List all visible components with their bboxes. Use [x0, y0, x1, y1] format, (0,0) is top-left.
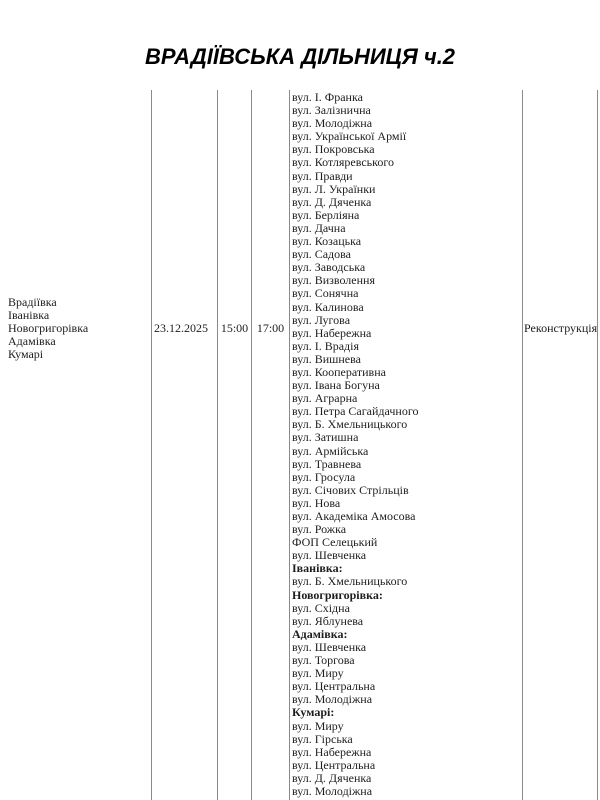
street-line: вул. Травнева — [292, 456, 362, 471]
street-line: вул. Академіка Амосова — [292, 509, 416, 523]
street-line: вул. Л. Українки — [292, 181, 376, 196]
street-group-header: Іванівка: — [292, 561, 343, 576]
column-divider — [251, 90, 252, 800]
street-line: вул. Кооперативна — [292, 364, 386, 379]
street-group-header: Кумарі: — [292, 705, 335, 720]
street-line: вул. Берліяна — [292, 207, 360, 222]
outage-date: 23.12.2025 — [154, 321, 208, 335]
street-line: вул. Козацька — [292, 234, 362, 249]
page-title: ВРАДІЇВСЬКА ДІЛЬНИЦЯ ч.2 — [144, 44, 456, 69]
street-line: вул. Торгова — [292, 653, 355, 668]
street-line: вул. Покровська — [292, 142, 375, 157]
street-line: вул. Молодіжна — [292, 116, 373, 131]
street-line: вул. Сонячна — [292, 286, 359, 301]
street-line: вул. Б. Хмельницького — [292, 574, 408, 589]
street-line: вул. Центральна — [292, 757, 376, 772]
localities-cell — [8, 296, 88, 361]
street-line: вул. Визволення — [292, 273, 375, 288]
street-line: вул. Дачна — [292, 220, 346, 235]
start-time: 15:00 — [220, 321, 249, 335]
street-line: вул. Молодіжна — [292, 783, 373, 798]
street-line: вул. Набережна — [292, 325, 372, 340]
streets-list — [292, 91, 418, 798]
street-line: вул. Затишна — [292, 430, 359, 445]
street-line: вул. Калинова — [292, 299, 364, 314]
street-line: вул. Центральна — [292, 679, 376, 694]
street-line: вул. Залізнична — [292, 103, 371, 118]
work-type: Реконструкція — [524, 321, 598, 335]
street-line: вул. Заводська — [292, 260, 366, 275]
street-line: вул. Д. Дяченка — [292, 194, 372, 209]
street-line: вул. Б. Хмельницького — [292, 417, 408, 432]
street-line: вул. Яблунева — [292, 613, 364, 628]
street-line: ФОП Селецький — [292, 535, 378, 550]
street-line: вул. Гросула — [292, 469, 356, 484]
street-line: вул. Набережна — [292, 744, 372, 759]
street-line: вул. Січових Стрільців — [292, 482, 409, 497]
street-line: вул. Рожка — [292, 522, 347, 537]
street-line: вул. Аграрна — [292, 391, 358, 406]
street-group-header: Новогригорівка: — [292, 587, 383, 602]
street-line: вул. Вишнева — [292, 351, 361, 366]
street-line: вул. Івана Богуна — [292, 378, 380, 393]
column-divider — [151, 90, 152, 800]
locality-line: Адамівка — [8, 334, 56, 349]
street-line: вул. Петра Сагайдачного — [292, 404, 419, 419]
street-line: вул. Гірська — [292, 731, 353, 746]
column-divider — [522, 90, 523, 800]
locality-line: Новогригорівка — [8, 321, 89, 336]
street-line: вул. Східна — [292, 600, 350, 615]
street-line: вул. І. Франка — [292, 90, 363, 104]
street-line: вул. Лугова — [292, 312, 351, 327]
street-line: вул. Шевченка — [292, 639, 367, 654]
column-divider — [597, 90, 598, 800]
street-group-header: Адамівка: — [292, 626, 348, 641]
column-divider — [289, 90, 290, 800]
street-line: вул. І. Врадія — [292, 338, 360, 353]
street-line: вул. Миру — [292, 666, 344, 681]
street-line: вул. Нова — [292, 495, 341, 510]
street-line: вул. Правди — [292, 168, 353, 183]
locality-line: Іванівка — [8, 308, 50, 323]
street-line: вул. Молодіжна — [292, 692, 373, 707]
street-line: вул. Шевченка — [292, 548, 367, 563]
street-line: вул. Миру — [292, 718, 344, 733]
locality-line: Кумарі — [8, 347, 44, 362]
street-line: вул. Садова — [292, 247, 351, 262]
locality-line: Врадіївка — [8, 295, 57, 309]
street-line: вул. Д. Дяченка — [292, 770, 372, 785]
street-line: вул. Української Армії — [292, 129, 407, 144]
end-time: 17:00 — [256, 321, 285, 335]
street-line: вул. Армійська — [292, 443, 369, 458]
column-divider — [217, 90, 218, 800]
street-line: вул. Котляревського — [292, 155, 394, 170]
